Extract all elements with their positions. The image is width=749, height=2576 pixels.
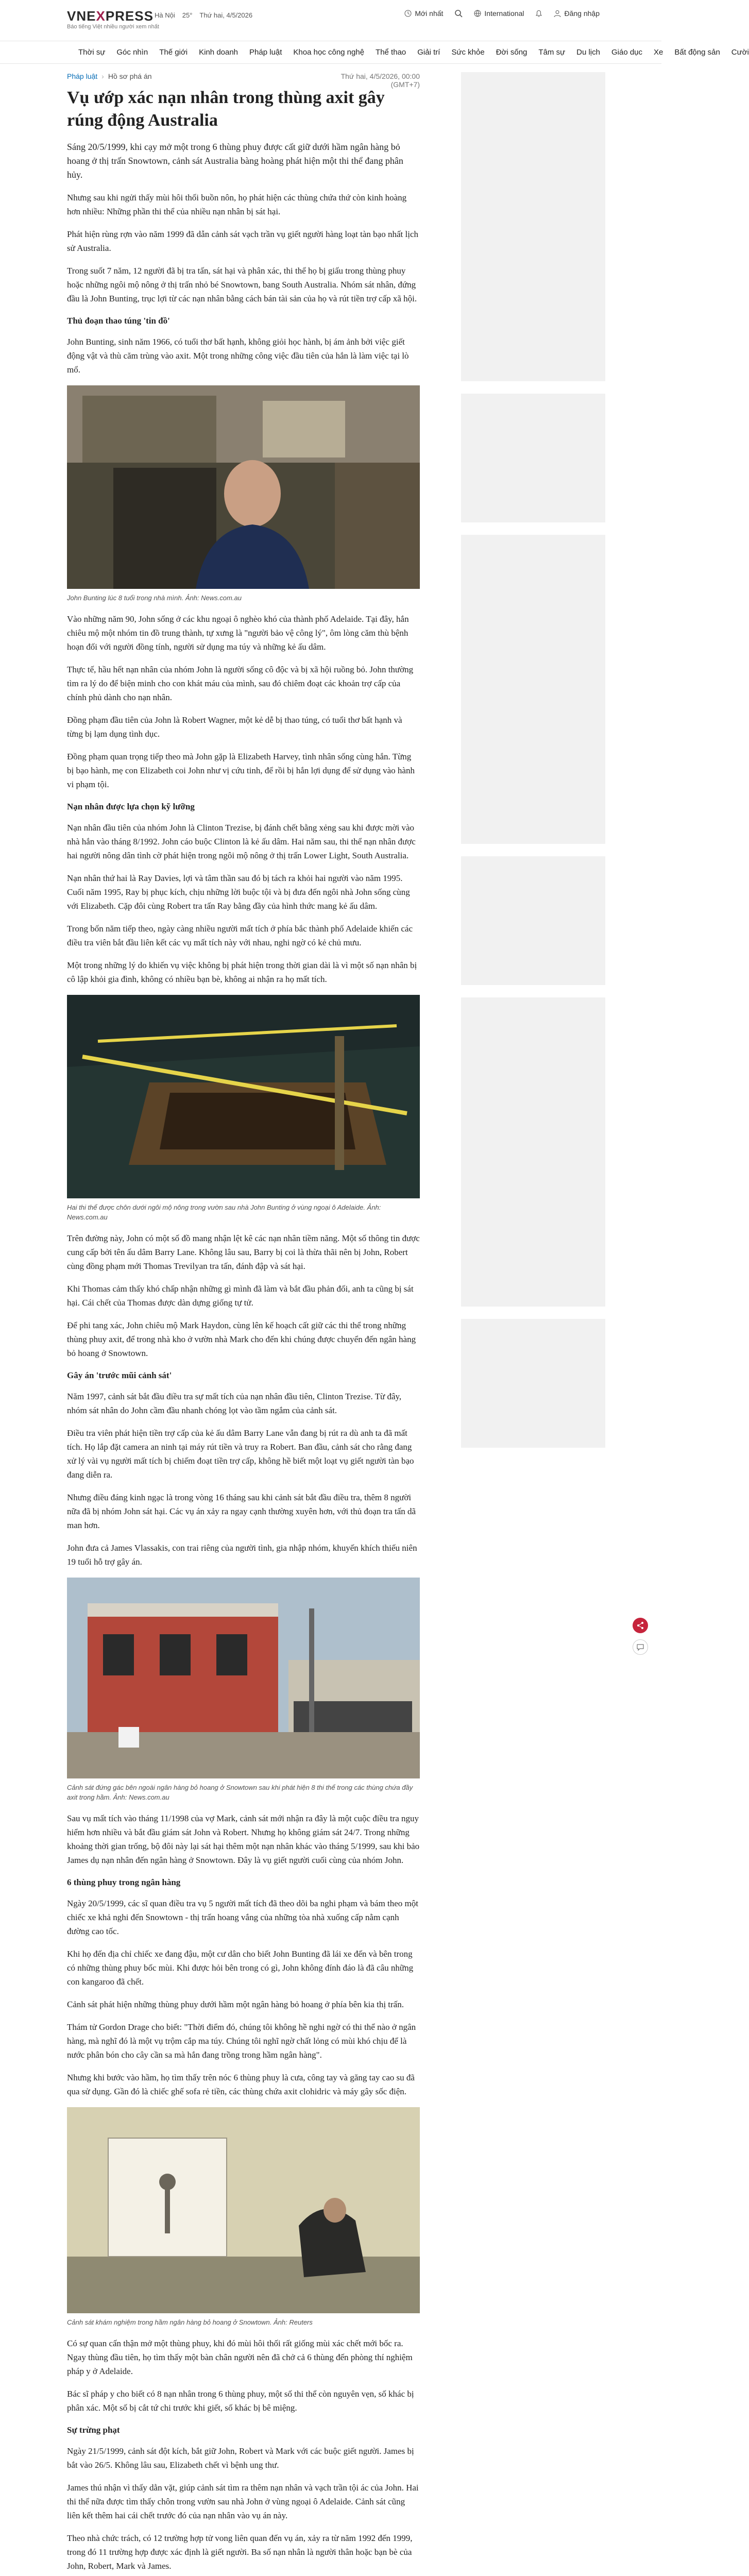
paragraph: Ngày 20/5/1999, các sĩ quan điều tra vụ 5 người mất tích đã theo dõi ba nghi phạm và bám theo một chiếc xe khả nghi đến Snowtown - thị trấn hoang vắng của những tòa nhà xuống cấp nằm cạnh đường cao tốc. xyxy=(67,1899,419,1936)
sidebar-ad[interactable] xyxy=(461,856,605,985)
paragraph: Nhưng điều đáng kinh ngạc là trong vòng 16 tháng sau khi cảnh sát bắt đầu điều tra, thêm 8 người nữa đã bị nhóm John sát hại. Các vụ án xảy ra ngay cạnh thường xuyên hơn, với thủ đoạn tra tấn dã man hơn. xyxy=(67,1493,416,1530)
photo-john-bunting-image xyxy=(67,385,420,589)
paragraph: Thực tế, hầu hết nạn nhân của nhóm John là người sống cô độc và bị xã hội ruồng bỏ. John thường tìm ra lý do để biện minh cho con khát máu của mình, sau đó chiêm đoạt các khoản trợ cấp của chính phủ dành cho nạn nhân. xyxy=(67,665,414,702)
header-date: Thứ hai, 4/5/2026 xyxy=(199,11,253,19)
sidebar-ad[interactable] xyxy=(461,1319,605,1448)
floating-comment-button[interactable] xyxy=(633,1639,648,1655)
photo-caption: John Bunting lúc 8 tuổi trong nhà mình. Ảnh: News.com.au xyxy=(67,594,242,602)
article-timestamp: Thứ hai, 4/5/2026, 00:00 (GMT+7) xyxy=(341,72,420,89)
paragraph: Ngày 21/5/1999, cảnh sát đột kích, bắt giữ John, Robert và Mark với các buộc giết người. James bị bắt vào 26/5. Không lâu sau, Elizabeth chết vì bệnh ung thư. xyxy=(67,2446,414,2470)
section-heading: Thủ đoạn thao túng 'tin đồ' xyxy=(67,316,170,326)
nav-item[interactable]: Sức khỏe xyxy=(451,48,485,57)
section-heading: Sự trừng phạt xyxy=(67,2425,120,2435)
paragraph: Nhưng khi bước vào hầm, họ tìm thấy trên nóc 6 thùng phuy là cưa, công tay và găng tay cao su đã qua sử dụng. Gần đó là chiếc ghế sofa rẻ tiền, các thùng chứa axit clohidric và máy gây sốc điện. xyxy=(67,2073,415,2096)
international-link[interactable]: International xyxy=(474,9,524,18)
photo-bank-vault[interactable] xyxy=(67,2107,420,2313)
photo-caption: Hai thi thể được chôn dưới ngôi mộ nông trong vườn sau nhà John Bunting ở vùng ngoại ô Adelaide. Ảnh: News.com.au xyxy=(67,1204,381,1221)
nav-item[interactable]: Cười xyxy=(731,48,749,57)
photo-bank-building-image xyxy=(67,1578,420,1778)
paragraph: Trong bốn năm tiếp theo, ngày càng nhiều người mất tích ở phía bắc thành phố Adelaide khiến các điều tra viên bắt đầu liên kết các vụ mất tích này với nhau, nghi ngờ có kẻ chủ mưu. xyxy=(67,924,413,947)
paragraph: Đồng phạm quan trọng tiếp theo mà John gặp là Elizabeth Harvey, tình nhân sống cùng hắn. Từng bị bạo hành, mẹ con Elizabeth coi John như vị cứu tinh, để rồi bị hắn lợi dụng để sử dụng vào hành vi phạm tội. xyxy=(67,752,415,789)
paragraph: Theo nhà chức trách, có 12 trường hợp tử vong liên quan đến vụ án, xảy ra từ năm 1992 đến 1999, trong đó 11 trường hợp được xác định là giết người. Ba số nạn nhân là người thân hoặc bạn bè của John, Robert, Mark và James. xyxy=(67,2533,413,2571)
paragraph: Nhưng sau khi ngửi thấy mùi hôi thối buồn nôn, họ phát hiện các thùng chứa thứ còn kinh hoàng hơn nhiều: Những phần thi thể của nhiều nạn nhân bị sát hại. xyxy=(67,193,407,216)
user-icon xyxy=(554,10,561,17)
nav-item[interactable]: Du lịch xyxy=(576,48,600,57)
nav-item[interactable]: Giáo dục xyxy=(611,48,643,57)
paragraph: Khi họ đến địa chỉ chiếc xe đang đậu, một cư dân cho biết John Bunting đã lái xe đến và bên trong có những thùng phuy bốc mùi. Khi được hỏi bên trong có gì, John không đính đáo là đã câu những con kangaroo đã chết. xyxy=(67,1949,414,1987)
breadcrumb-category[interactable]: Pháp luật xyxy=(67,72,98,80)
paragraph: Cảnh sát phát hiện những thùng phuy dưới hầm một ngân hàng bỏ hoang ở phía bên kia thị trấn. xyxy=(67,1999,404,2009)
breadcrumb: Pháp luật › Hồ sơ phá án xyxy=(67,72,152,80)
sidebar-ad[interactable] xyxy=(461,394,605,522)
sidebar-ad[interactable] xyxy=(461,535,605,844)
section-heading: 6 thùng phuy trong ngân hàng xyxy=(67,1877,181,1887)
paragraph: Nạn nhân đầu tiên của nhóm John là Clinton Trezise, bị đánh chết bằng xẻng sau khi được mời vào nhà hắn vào tháng 8/1992. John cáo buộc Clinton là kẻ ấu dâm. Hai năm sau, thi thể nạn nhân được hai người nông dân tình cờ phát hiện trong ngôi mộ nông ở thị trấn Lower Light, South Australia. xyxy=(67,823,416,860)
latest-link[interactable]: Mới nhất xyxy=(404,9,443,18)
nav-item[interactable]: Tâm sự xyxy=(538,48,566,57)
nav-item[interactable]: Bất động sản xyxy=(674,48,720,57)
notification-button[interactable] xyxy=(535,9,542,18)
weather-temp: 25° xyxy=(182,11,193,19)
paragraph: Thám tử Gordon Drage cho biết: "Thời điểm đó, chúng tôi không hề nghi ngờ có thi thể nào ở ngân hàng, mà nghĩ đó là một vụ trộm cắp ma túy. Chúng tôi nghĩ ngờ chất lỏng có mùi khó chịu để là nước phân bón cho cây cần sa mà hắn đang trồng trong hầm ngân hàng". xyxy=(67,2022,416,2060)
share-icon xyxy=(636,1621,644,1630)
photo-caption: Cảnh sát đứng gác bên ngoài ngân hàng bỏ hoang ở Snowtown sau khi phát hiện 8 thi thể trong các thùng chứa đầy axit trong hầm. Ảnh: News.com.au xyxy=(67,1784,413,1801)
site-slogan: Báo tiếng Việt nhiều người xem nhất xyxy=(67,24,159,30)
section-heading: Nạn nhân được lựa chọn kỹ lưỡng xyxy=(67,802,195,811)
article-body xyxy=(67,87,420,2576)
nav-item[interactable]: Góc nhìn xyxy=(116,48,148,57)
paragraph: Bác sĩ pháp y cho biết có 8 nạn nhân trong 6 thùng phuy, một số thi thể còn nguyên vẹn, số khác bị phân xác. Một số bị cắt tứ chi trước khi giết, số khác bị bê miệng. xyxy=(67,2389,414,2413)
paragraph: Có sự quan cấn thận mở một thùng phuy, khi đó mùi hôi thối rất giống mùi xác chết mới bốc ra. Ngay thùng đầu tiên, họ tìm thấy một bàn chân người nên đã chở cả 6 thùng đến phòng thí nghiệm pháp y ở Adelaide. xyxy=(67,2338,413,2376)
paragraph: Sau vụ mất tích vào tháng 11/1998 của vợ Mark, cảnh sát mới nhận ra đây là một cuộc điều tra nguy hiểm hơn nhiều và bắt đầu giám sát John và Robert. Nhưng họ không giám sát 24/7. Trong những khoảng thời gian trống, bộ đôi này lại sát hại thêm một nạn nhân khác vào tháng 5/1999, sau khi bảo James dụ nạn nhân đến ngân hàng ở Snowtown. Đây là vụ giết người cuối cùng của nhóm John. xyxy=(67,1814,420,1865)
search-button[interactable] xyxy=(454,9,463,18)
paragraph: Trong suốt 7 năm, 12 người đã bị tra tấn, sát hại và phân xác, thi thể họ bị giấu trong thùng phuy hoặc những ngôi mộ nông ở thị trấn nhỏ bé Snowtown, bang South Australia. Nhóm sát nhân, đứng đầu là John Bunting, trục lợi từ các nạn nhân bằng cách bán tài sản của họ và rút tiền trợ cấp xã hội. xyxy=(67,266,417,303)
paragraph: Khi Thomas cảm thấy khó chấp nhận những gì mình đã làm và bắt đầu phản đối, anh ta cũng bị sát hại. Cái chết của Thomas được dàn dựng giống tự tử. xyxy=(67,1284,414,1308)
paragraph: Một trong những lý do khiến vụ việc không bị phát hiện trong thời gian dài là vì một số nạn nhân bị cô lập khỏi gia đình, không có nhiều bạn bè, không ai nhận ra họ mất tích. xyxy=(67,960,417,984)
comment-icon xyxy=(636,1643,644,1651)
nav-item[interactable]: Khoa học công nghệ xyxy=(293,48,365,57)
sidebar-ad[interactable] xyxy=(461,997,605,1307)
nav-item[interactable]: Đời sống xyxy=(496,48,527,57)
bell-icon xyxy=(535,9,542,18)
photo-caption: Cảnh sát khám nghiệm trong hầm ngân hàng bỏ hoang ở Snowtown. Ảnh: Reuters xyxy=(67,2318,313,2326)
globe-icon xyxy=(474,10,481,17)
sidebar-ad[interactable] xyxy=(461,72,605,381)
login-link[interactable]: Đăng nhập xyxy=(554,9,600,18)
paragraph: Vào những năm 90, John sống ở các khu ngoại ô nghèo khó của thành phố Adelaide. Tại đây, hắn chiêu mộ một nhóm tin đồ trung thành, tự xưng là "người bảo vệ công lý", ôm lòng căm thù bệnh hoạn đối với người đồng tính, người sử dụng ma túy và những kẻ ấu dâm. xyxy=(67,614,409,652)
article-lead: Sáng 20/5/1999, khi cạy mở một trong 6 thùng phuy được cất giữ dưới hầm ngân hàng bỏ hoang ở thị trấn Snowtown, cảnh sát Australia bàng hoàng phát hiện một thi thể đang phân hủy. xyxy=(67,142,403,180)
location-label[interactable]: Hà Nội xyxy=(155,11,175,19)
site-logo[interactable]: VNEXPRESS xyxy=(67,8,154,24)
nav-item[interactable]: Giải trí xyxy=(417,48,440,57)
article-title: Vụ ướp xác nạn nhân trong thùng axit gây rúng động Australia xyxy=(67,88,385,130)
paragraph: Phát hiện rùng rợn vào năm 1999 đã dẫn cảnh sát vạch trần vụ giết người hàng loạt tàn bạo nhất lịch sử Australia. xyxy=(67,229,418,253)
photo-bank-vault-image xyxy=(67,2107,420,2313)
search-icon xyxy=(454,9,463,18)
paragraph: Để phi tang xác, John chiêu mộ Mark Haydon, cùng lên kế hoạch cất giữ các thi thể trong những thùng phuy axit, để trong nhà kho ở vườn nhà Mark cho đến khi chúng được chuyển đến ngân hàng bỏ hoang ở Snowtown. xyxy=(67,1320,416,1358)
paragraph: Nạn nhân thứ hai là Ray Davies, lợi và tâm thần sau đó bị tách ra khỏi hai người vào năm 1995. Cuối năm 1995, Ray bị phục kích, chịu những lời buộc tội và bị đưa đến ngôi nhà John sống cùng với Elizabeth. Cặp đôi cùng Robert tra tấn Ray bằng đầy của hình thức mang kẻ ấu dâm. xyxy=(67,873,410,911)
photo-bank-building[interactable] xyxy=(67,1578,420,1778)
nav-item[interactable]: Thời sự xyxy=(78,48,106,57)
floating-share-button[interactable] xyxy=(633,1618,648,1633)
photo-grave-site[interactable] xyxy=(67,995,420,1198)
paragraph: James thú nhận vì thấy dằn vặt, giúp cảnh sát tìm ra thêm nạn nhân và vạch trần tội ác của John. Hai thi thể nữa được tìm thấy chôn trong vườn sau nhà John ở vùng ngoại ô Adelaide. Cảnh sát cũng liên kết thêm hai cái chết trước đó của nạn nhân vào vụ án này. xyxy=(67,2483,419,2520)
header xyxy=(0,0,661,41)
section-heading: Gây án 'trước mũi cảnh sát' xyxy=(67,1370,172,1380)
paragraph: Trên đường này, John có một số đồ mang nhận lệt kê các nạn nhân tiềm năng. Một số thông tin được cung cấp bởi tên ấu dâm Barry Lane. Không lâu sau, Barry bị coi là thừa thãi nên bị John, Robert cùng đồng phạm mới Thomas Trevilyan tra tấn, đánh đập và sát hại. xyxy=(67,1233,420,1271)
paragraph: Đồng phạm đầu tiên của John là Robert Wagner, một kẻ dễ bị thao túng, có tuổi thơ bất hạnh và từng bị lạm dụng tình dục. xyxy=(67,715,402,739)
paragraph: Điều tra viên phát hiện tiền trợ cấp của kẻ ấu dâm Barry Lane vẫn đang bị rút ra dù anh ta đã mất tích. Họ lắp đặt camera an ninh tại máy rút tiền và truy ra Robert. Ban đầu, cảnh sát cho rằng đang xử lý vài vụ người mất tích bị chiếm đoạt tiền trợ cấp, không hề biết một loạt vụ giết người tàn bạo đang diễn ra. xyxy=(67,1428,414,1480)
paragraph: John đưa cả James Vlassakis, con trai riêng của người tình, gia nhập nhóm, khuyến khích thiếu niên 19 tuổi hỗ trợ gây án. xyxy=(67,1543,417,1567)
header-meta xyxy=(155,11,252,19)
breadcrumb-subcategory[interactable]: Hồ sơ phá án xyxy=(108,72,152,80)
paragraph: Năm 1997, cảnh sát bắt đầu điều tra sự mất tích của nạn nhân đầu tiên, Clinton Trezise. Từ đây, nhóm sát nhân do John cầm đầu nhanh chóng lọt vào tầm ngắm của cảnh sát. xyxy=(67,1392,402,1415)
photo-grave-site-image xyxy=(67,995,420,1198)
main-nav xyxy=(0,41,749,64)
nav-item[interactable]: Thế giới xyxy=(159,48,188,57)
photo-john-bunting[interactable] xyxy=(67,385,420,589)
nav-item[interactable]: Thể thao xyxy=(376,48,406,57)
nav-item[interactable]: Kinh doanh xyxy=(199,48,239,57)
sidebar xyxy=(461,72,605,1460)
paragraph: John Bunting, sinh năm 1966, có tuổi thơ bất hạnh, không giỏi học hành, bị ám ảnh bởi việc giết động vật và thù căm trùng vào axit. Một trong những công việc đầu tiên của hắn là làm việc tại lò mổ. xyxy=(67,337,409,375)
clock-icon xyxy=(404,10,412,17)
header-actions xyxy=(404,9,600,18)
nav-item[interactable]: Pháp luật xyxy=(249,48,282,57)
nav-item[interactable]: Xe xyxy=(654,48,663,57)
